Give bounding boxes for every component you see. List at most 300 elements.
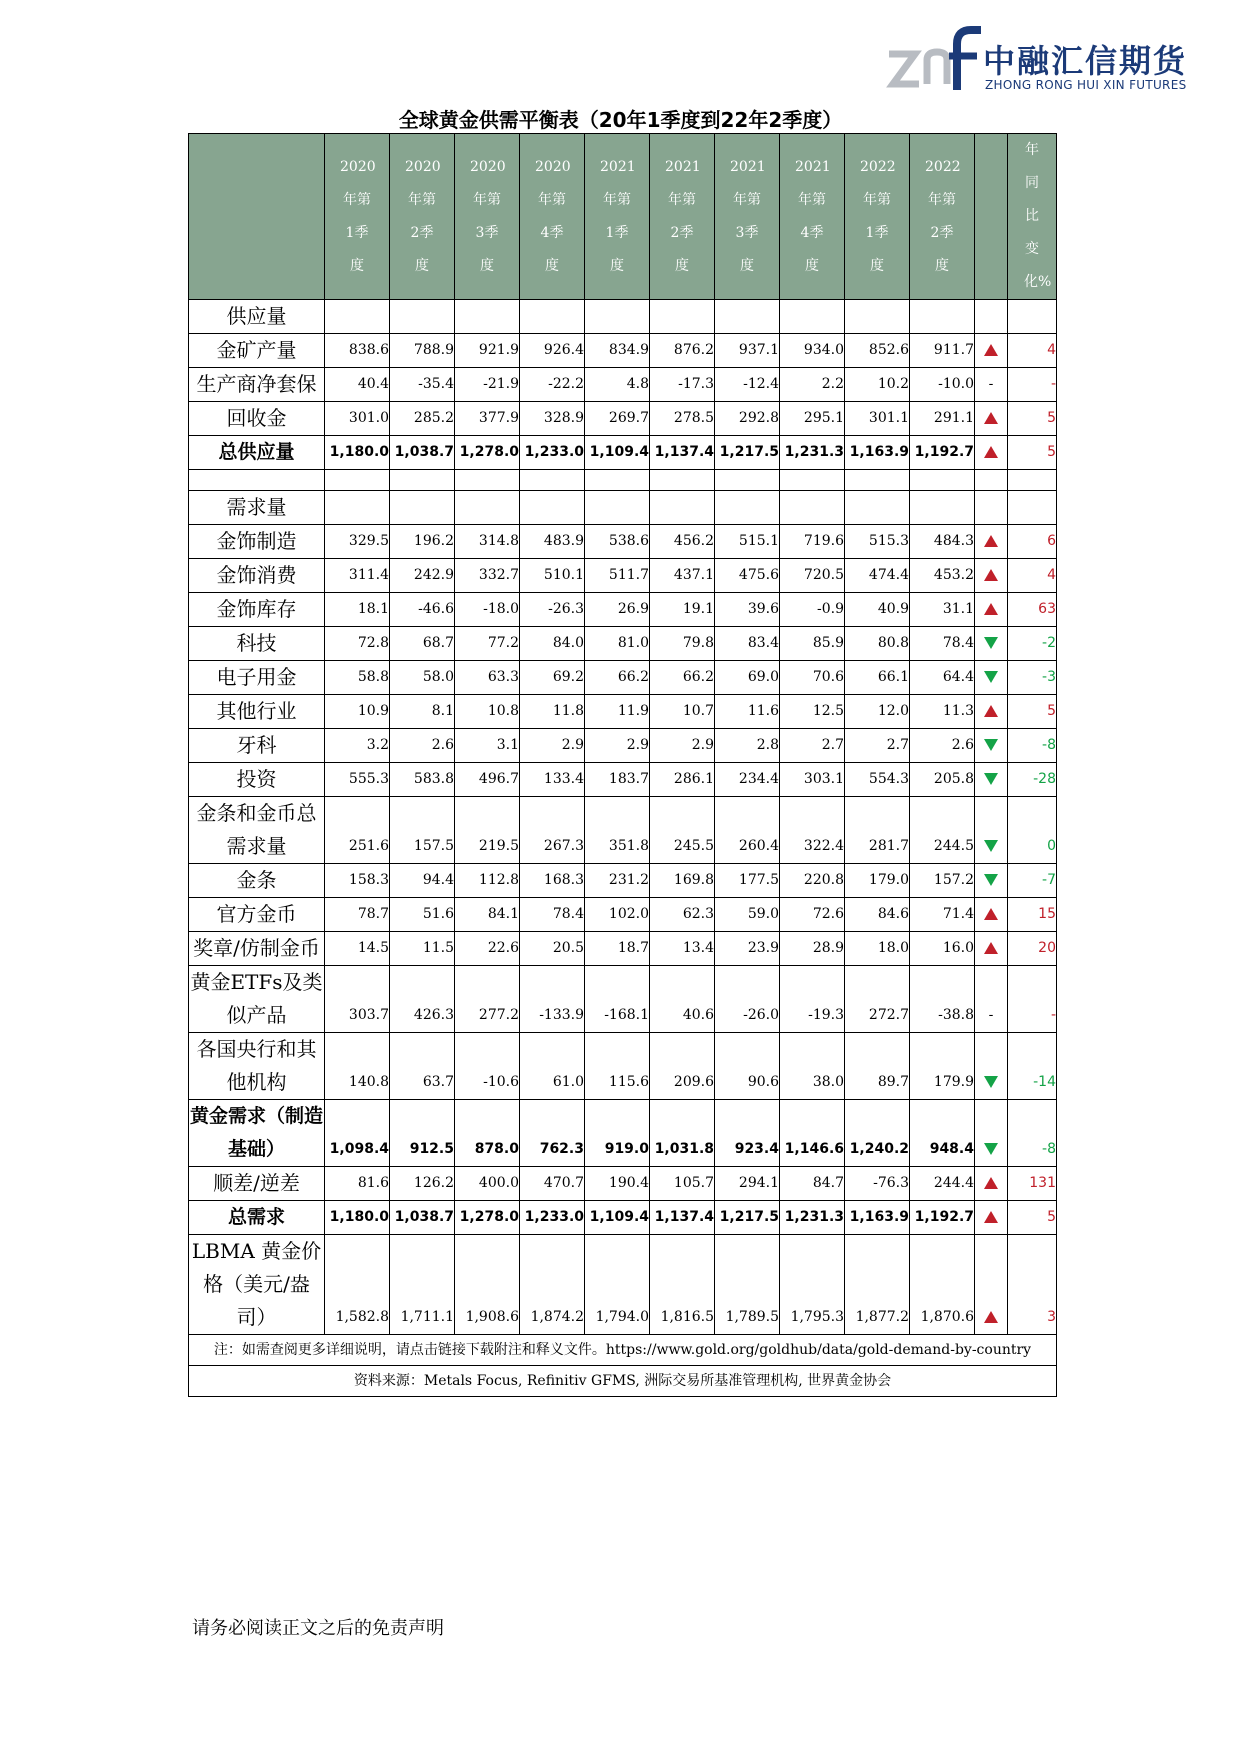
cell-value xyxy=(715,470,780,491)
table-row xyxy=(189,661,1057,695)
cell-value: 38.0 xyxy=(780,1033,845,1100)
cell-value: 1,163.9 xyxy=(845,1201,910,1235)
header-quarter: 2020年第1季度 xyxy=(325,134,390,300)
cell-value: 81.6 xyxy=(325,1167,390,1201)
cell-value xyxy=(715,491,780,525)
yoy-value: 5 xyxy=(1008,436,1057,470)
yoy-value: - xyxy=(1008,368,1057,402)
cell-value: 169.8 xyxy=(650,864,715,898)
cell-value: 196.2 xyxy=(390,525,455,559)
cell-value: 1,031.8 xyxy=(650,1100,715,1167)
cell-value: 16.0 xyxy=(910,932,975,966)
cell-value: 70.6 xyxy=(780,661,845,695)
row-label: 顺差/逆差 xyxy=(189,1167,325,1201)
cell-value: 26.9 xyxy=(585,593,650,627)
cell-value: 10.7 xyxy=(650,695,715,729)
header-quarter: 2020年第2季度 xyxy=(390,134,455,300)
cell-value: 1,109.4 xyxy=(585,436,650,470)
header-quarter: 2022年第2季度 xyxy=(910,134,975,300)
triangle-up-icon xyxy=(984,908,998,920)
header-quarter: 2020年第4季度 xyxy=(520,134,585,300)
cell-value: 475.6 xyxy=(715,559,780,593)
yoy-value: 5 xyxy=(1008,402,1057,436)
trend-neutral-icon: - xyxy=(975,368,1008,402)
triangle-up-icon xyxy=(984,1211,998,1223)
cell-value: 245.5 xyxy=(650,797,715,864)
cell-value: 285.2 xyxy=(390,402,455,436)
cell-value: 437.1 xyxy=(650,559,715,593)
triangle-down-icon xyxy=(984,1076,998,1088)
cell-value: 1,038.7 xyxy=(390,436,455,470)
row-label: 总供应量 xyxy=(189,436,325,470)
trend-up-icon xyxy=(975,436,1008,470)
cell-value: 921.9 xyxy=(455,334,520,368)
table-row xyxy=(189,1167,1057,1201)
cell-value xyxy=(780,491,845,525)
row-label: 黄金ETFs及类似产品 xyxy=(189,966,325,1033)
cell-value: 10.2 xyxy=(845,368,910,402)
cell-value: 788.9 xyxy=(390,334,455,368)
cell-value: 1,233.0 xyxy=(520,436,585,470)
cell-value: 294.1 xyxy=(715,1167,780,1201)
cell-value: 140.8 xyxy=(325,1033,390,1100)
cell-value xyxy=(390,300,455,334)
logo-chinese-name: 中融汇信期货 xyxy=(983,42,1188,80)
cell-value: 1,233.0 xyxy=(520,1201,585,1235)
cell-value: 72.8 xyxy=(325,627,390,661)
triangle-down-icon xyxy=(984,874,998,886)
cell-value: 1,877.2 xyxy=(845,1235,910,1335)
cell-value: 834.9 xyxy=(585,334,650,368)
row-label xyxy=(189,470,325,491)
cell-value: 3.1 xyxy=(455,729,520,763)
cell-value: 219.5 xyxy=(455,797,520,864)
cell-value: 329.5 xyxy=(325,525,390,559)
cell-value: 18.0 xyxy=(845,932,910,966)
row-label: 生产商净套保 xyxy=(189,368,325,402)
cell-value: 286.1 xyxy=(650,763,715,797)
cell-value: 351.8 xyxy=(585,797,650,864)
cell-value: -0.9 xyxy=(780,593,845,627)
cell-value: -17.3 xyxy=(650,368,715,402)
cell-value: 31.1 xyxy=(910,593,975,627)
row-label: 金条和金币总需求量 xyxy=(189,797,325,864)
cell-value: 948.4 xyxy=(910,1100,975,1167)
cell-value: 762.3 xyxy=(520,1100,585,1167)
row-label: 牙科 xyxy=(189,729,325,763)
cell-value: 190.4 xyxy=(585,1167,650,1201)
cell-value: 168.3 xyxy=(520,864,585,898)
row-label: 官方金币 xyxy=(189,898,325,932)
trend-down-icon xyxy=(975,864,1008,898)
cell-value: 133.4 xyxy=(520,763,585,797)
cell-value: 11.3 xyxy=(910,695,975,729)
trend-up-icon xyxy=(975,402,1008,436)
yoy-value: 0 xyxy=(1008,797,1057,864)
cell-value xyxy=(910,470,975,491)
cell-value xyxy=(585,470,650,491)
triangle-down-icon xyxy=(984,1143,998,1155)
table-body xyxy=(189,300,1057,1335)
cell-value: 78.4 xyxy=(910,627,975,661)
cell-value: 220.8 xyxy=(780,864,845,898)
cell-value: 14.5 xyxy=(325,932,390,966)
cell-value: -22.2 xyxy=(520,368,585,402)
cell-value: 78.7 xyxy=(325,898,390,932)
cell-value: 301.1 xyxy=(845,402,910,436)
cell-value: 234.4 xyxy=(715,763,780,797)
cell-value: -133.9 xyxy=(520,966,585,1033)
spacer-row xyxy=(189,470,1057,491)
cell-value: 179.9 xyxy=(910,1033,975,1100)
logo-english-name: ZHONG RONG HUI XIN FUTURES xyxy=(985,78,1187,92)
table-row xyxy=(189,525,1057,559)
cell-value: 912.5 xyxy=(390,1100,455,1167)
cell-value: 1,163.9 xyxy=(845,436,910,470)
cell-value: 85.9 xyxy=(780,627,845,661)
trend-up-icon xyxy=(975,559,1008,593)
yoy-value xyxy=(1008,300,1057,334)
cell-value: 474.4 xyxy=(845,559,910,593)
cell-value: 11.8 xyxy=(520,695,585,729)
cell-value xyxy=(910,300,975,334)
cell-value: -12.4 xyxy=(715,368,780,402)
cell-value: 426.3 xyxy=(390,966,455,1033)
row-label: 黄金需求（制造基础） xyxy=(189,1100,325,1167)
table-row xyxy=(189,797,1057,864)
cell-value: 12.0 xyxy=(845,695,910,729)
cell-value: -76.3 xyxy=(845,1167,910,1201)
header-row xyxy=(189,134,1057,300)
cell-value xyxy=(325,300,390,334)
cell-value: 852.6 xyxy=(845,334,910,368)
cell-value: 251.6 xyxy=(325,797,390,864)
triangle-down-icon xyxy=(984,671,998,683)
cell-value: 923.4 xyxy=(715,1100,780,1167)
cell-value xyxy=(910,491,975,525)
cell-value: 2.9 xyxy=(650,729,715,763)
table-row xyxy=(189,1235,1057,1335)
table-row xyxy=(189,932,1057,966)
cell-value: 84.0 xyxy=(520,627,585,661)
row-label: 需求量 xyxy=(189,491,325,525)
cell-value xyxy=(650,300,715,334)
yoy-value: 6 xyxy=(1008,525,1057,559)
cell-value: 1,109.4 xyxy=(585,1201,650,1235)
cell-value: 1,711.1 xyxy=(390,1235,455,1335)
cell-value: 183.7 xyxy=(585,763,650,797)
triangle-up-icon xyxy=(984,603,998,615)
cell-value: 1,137.4 xyxy=(650,1201,715,1235)
cell-value: 84.7 xyxy=(780,1167,845,1201)
cell-value: 937.1 xyxy=(715,334,780,368)
cell-value: 515.3 xyxy=(845,525,910,559)
cell-value: 1,870.6 xyxy=(910,1235,975,1335)
source-text: 资料来源：Metals Focus, Refinitiv GFMS, 洲际交易所基准管理机构, 世界黄金协会 xyxy=(189,1366,1057,1397)
cell-value: 69.2 xyxy=(520,661,585,695)
cell-value: 292.8 xyxy=(715,402,780,436)
cell-value: -38.8 xyxy=(910,966,975,1033)
triangle-up-icon xyxy=(984,705,998,717)
table-row xyxy=(189,763,1057,797)
triangle-down-icon xyxy=(984,739,998,751)
source-row xyxy=(189,1366,1057,1397)
cell-value: 281.7 xyxy=(845,797,910,864)
cell-value xyxy=(650,470,715,491)
cell-value: 66.2 xyxy=(650,661,715,695)
triangle-down-icon xyxy=(984,840,998,852)
yoy-value: -8 xyxy=(1008,729,1057,763)
cell-value: 105.7 xyxy=(650,1167,715,1201)
table-row xyxy=(189,334,1057,368)
cell-value: 2.9 xyxy=(585,729,650,763)
cell-value: 11.6 xyxy=(715,695,780,729)
cell-value: 515.1 xyxy=(715,525,780,559)
cell-value: 272.7 xyxy=(845,966,910,1033)
cell-value: 40.4 xyxy=(325,368,390,402)
znf-logo-icon xyxy=(885,26,985,94)
cell-value: 84.6 xyxy=(845,898,910,932)
header-quarter: 2021年第2季度 xyxy=(650,134,715,300)
cell-value: 484.3 xyxy=(910,525,975,559)
yoy-value: 3 xyxy=(1008,1235,1057,1335)
cell-value: 554.3 xyxy=(845,763,910,797)
table-row xyxy=(189,729,1057,763)
table-row xyxy=(189,402,1057,436)
row-label: 金饰库存 xyxy=(189,593,325,627)
cell-value: 157.5 xyxy=(390,797,455,864)
trend-up-icon xyxy=(975,695,1008,729)
triangle-down-icon xyxy=(984,773,998,785)
cell-value: 40.9 xyxy=(845,593,910,627)
cell-value: 291.1 xyxy=(910,402,975,436)
yoy-value: -7 xyxy=(1008,864,1057,898)
cell-value: 2.7 xyxy=(780,729,845,763)
cell-value: 10.8 xyxy=(455,695,520,729)
cell-value xyxy=(520,300,585,334)
yoy-value xyxy=(1008,470,1057,491)
gold-balance-table xyxy=(188,133,1057,1397)
cell-value: 1,180.0 xyxy=(325,436,390,470)
yoy-value xyxy=(1008,491,1057,525)
row-label: 金饰消费 xyxy=(189,559,325,593)
cell-value: 510.1 xyxy=(520,559,585,593)
trend-down-icon xyxy=(975,797,1008,864)
note-row xyxy=(189,1335,1057,1366)
trend-cell xyxy=(975,470,1008,491)
row-label: 回收金 xyxy=(189,402,325,436)
yoy-value: 63 xyxy=(1008,593,1057,627)
yoy-value: -28 xyxy=(1008,763,1057,797)
trend-up-icon xyxy=(975,1167,1008,1201)
cell-value: 64.4 xyxy=(910,661,975,695)
cell-value: 2.7 xyxy=(845,729,910,763)
cell-value: 1,192.7 xyxy=(910,1201,975,1235)
cell-value: 1,231.3 xyxy=(780,1201,845,1235)
cell-value: 28.9 xyxy=(780,932,845,966)
cell-value: 1,098.4 xyxy=(325,1100,390,1167)
cell-value xyxy=(455,470,520,491)
cell-value: 66.2 xyxy=(585,661,650,695)
cell-value: 267.3 xyxy=(520,797,585,864)
yoy-value: 20 xyxy=(1008,932,1057,966)
trend-up-icon xyxy=(975,525,1008,559)
cell-value: 61.0 xyxy=(520,1033,585,1100)
yoy-value: -14 xyxy=(1008,1033,1057,1100)
cell-value: 1,137.4 xyxy=(650,436,715,470)
cell-value: 496.7 xyxy=(455,763,520,797)
cell-value: 311.4 xyxy=(325,559,390,593)
cell-value: 555.3 xyxy=(325,763,390,797)
cell-value: 158.3 xyxy=(325,864,390,898)
company-logo xyxy=(885,26,1188,96)
cell-value: 18.1 xyxy=(325,593,390,627)
cell-value: 22.6 xyxy=(455,932,520,966)
cell-value xyxy=(520,491,585,525)
cell-value xyxy=(455,491,520,525)
cell-value: 68.7 xyxy=(390,627,455,661)
cell-value: 1,278.0 xyxy=(455,436,520,470)
cell-value: -26.3 xyxy=(520,593,585,627)
cell-value: 934.0 xyxy=(780,334,845,368)
cell-value: 1,180.0 xyxy=(325,1201,390,1235)
trend-up-icon xyxy=(975,932,1008,966)
cell-value: 303.7 xyxy=(325,966,390,1033)
cell-value: 1,795.3 xyxy=(780,1235,845,1335)
header-quarter: 2020年第3季度 xyxy=(455,134,520,300)
row-label: 投资 xyxy=(189,763,325,797)
trend-cell xyxy=(975,300,1008,334)
cell-value: 1,794.0 xyxy=(585,1235,650,1335)
cell-value: 20.5 xyxy=(520,932,585,966)
cell-value: 8.1 xyxy=(390,695,455,729)
cell-value: 58.0 xyxy=(390,661,455,695)
cell-value: 1,217.5 xyxy=(715,1201,780,1235)
cell-value: 719.6 xyxy=(780,525,845,559)
cell-value: 1,240.2 xyxy=(845,1100,910,1167)
cell-value xyxy=(845,491,910,525)
table-row xyxy=(189,864,1057,898)
row-label: LBMA 黄金价格（美元/盎司） xyxy=(189,1235,325,1335)
cell-value: 911.7 xyxy=(910,334,975,368)
cell-value: 2.6 xyxy=(390,729,455,763)
cell-value: 1,231.3 xyxy=(780,436,845,470)
trend-neutral-icon: - xyxy=(975,966,1008,1033)
yoy-value: -2 xyxy=(1008,627,1057,661)
trend-down-icon xyxy=(975,661,1008,695)
cell-value: 69.0 xyxy=(715,661,780,695)
cell-value: -18.0 xyxy=(455,593,520,627)
cell-value: 269.7 xyxy=(585,402,650,436)
cell-value: -26.0 xyxy=(715,966,780,1033)
cell-value: 377.9 xyxy=(455,402,520,436)
cell-value: 2.8 xyxy=(715,729,780,763)
cell-value: 483.9 xyxy=(520,525,585,559)
cell-value: 81.0 xyxy=(585,627,650,661)
header-quarter: 2021年第3季度 xyxy=(715,134,780,300)
yoy-value: 5 xyxy=(1008,1201,1057,1235)
table-row xyxy=(189,898,1057,932)
cell-value: 244.4 xyxy=(910,1167,975,1201)
cell-value: 19.1 xyxy=(650,593,715,627)
table-row xyxy=(189,593,1057,627)
cell-value: 177.5 xyxy=(715,864,780,898)
cell-value: 231.2 xyxy=(585,864,650,898)
cell-value: 71.4 xyxy=(910,898,975,932)
cell-value: 322.4 xyxy=(780,797,845,864)
cell-value: 456.2 xyxy=(650,525,715,559)
cell-value: 83.4 xyxy=(715,627,780,661)
cell-value: 1,217.5 xyxy=(715,436,780,470)
cell-value xyxy=(325,491,390,525)
cell-value: -168.1 xyxy=(585,966,650,1033)
header-quarter: 2022年第1季度 xyxy=(845,134,910,300)
trend-up-icon xyxy=(975,593,1008,627)
trend-down-icon xyxy=(975,763,1008,797)
triangle-up-icon xyxy=(984,446,998,458)
cell-value: 84.1 xyxy=(455,898,520,932)
cell-value: 876.2 xyxy=(650,334,715,368)
yoy-value: 4 xyxy=(1008,559,1057,593)
row-label: 奖章/仿制金币 xyxy=(189,932,325,966)
yoy-value: -3 xyxy=(1008,661,1057,695)
yoy-value: 5 xyxy=(1008,695,1057,729)
cell-value: -19.3 xyxy=(780,966,845,1033)
cell-value: 1,192.7 xyxy=(910,436,975,470)
cell-value: 80.8 xyxy=(845,627,910,661)
table-row xyxy=(189,1201,1057,1235)
cell-value: 1,146.6 xyxy=(780,1100,845,1167)
row-label: 总需求 xyxy=(189,1201,325,1235)
cell-value xyxy=(845,470,910,491)
triangle-up-icon xyxy=(984,344,998,356)
trend-cell xyxy=(975,491,1008,525)
yoy-value: 131 xyxy=(1008,1167,1057,1201)
cell-value xyxy=(390,470,455,491)
triangle-down-icon xyxy=(984,637,998,649)
cell-value: 328.9 xyxy=(520,402,585,436)
cell-value: 79.8 xyxy=(650,627,715,661)
cell-value: 400.0 xyxy=(455,1167,520,1201)
triangle-up-icon xyxy=(984,569,998,581)
cell-value: 209.6 xyxy=(650,1033,715,1100)
cell-value: -10.0 xyxy=(910,368,975,402)
row-label: 科技 xyxy=(189,627,325,661)
cell-value: 295.1 xyxy=(780,402,845,436)
cell-value: 4.8 xyxy=(585,368,650,402)
table-row xyxy=(189,695,1057,729)
cell-value: 303.1 xyxy=(780,763,845,797)
table-row xyxy=(189,491,1057,525)
trend-down-icon xyxy=(975,1100,1008,1167)
table-row xyxy=(189,1100,1057,1167)
cell-value xyxy=(390,491,455,525)
table-row xyxy=(189,436,1057,470)
cell-value xyxy=(780,300,845,334)
table-row xyxy=(189,627,1057,661)
cell-value: 2.9 xyxy=(520,729,585,763)
table-title: 全球黄金供需平衡表（20年1季度到22年2季度） xyxy=(398,108,843,132)
note-text: 注：如需查阅更多详细说明，请点击链接下载附注和释义文件。https://www.gold.org/goldhub/data/gold-demand-by-country xyxy=(189,1335,1057,1366)
cell-value: -10.6 xyxy=(455,1033,520,1100)
cell-value: 926.4 xyxy=(520,334,585,368)
triangle-up-icon xyxy=(984,535,998,547)
cell-value: 277.2 xyxy=(455,966,520,1033)
triangle-up-icon xyxy=(984,412,998,424)
cell-value: 314.8 xyxy=(455,525,520,559)
cell-value: 720.5 xyxy=(780,559,845,593)
cell-value: -35.4 xyxy=(390,368,455,402)
